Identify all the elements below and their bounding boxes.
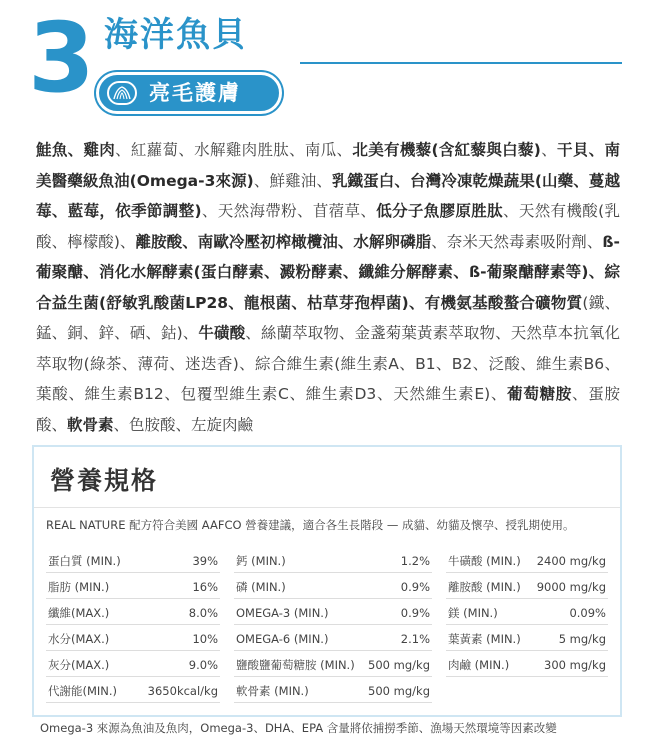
nutrient-value: 16%	[192, 580, 218, 594]
row-rule	[46, 598, 220, 599]
aafco-note: REAL NATURE 配方符合美國 AAFCO 營養建議，適合各生長階段 — 成貓、幼貓及懷孕、授乳期使用。	[46, 518, 575, 532]
omega-footnote: Omega-3 來源為魚油及魚肉，Omega-3、DHA、EPA 含量將依捕撈季節、漁場天然環境等因素改變	[40, 721, 557, 735]
row-rule	[446, 624, 608, 625]
nutrient-cell	[446, 575, 608, 599]
nutrition-panel	[32, 445, 622, 717]
nutrient-cell	[234, 653, 432, 677]
ingredient-text: 、紅蘿蔔、水解雞肉胜肽、南瓜、	[115, 141, 353, 159]
nutrient-cell	[46, 549, 220, 573]
nutrient-label: 水分(MAX.)	[48, 632, 110, 646]
nutrient-cell	[446, 653, 608, 677]
nutrient-value: 8.0%	[188, 606, 218, 620]
nutrient-value: 1.2%	[400, 554, 430, 568]
row-rule	[46, 572, 220, 573]
ingredient-highlight: 鮭魚、雞肉	[36, 141, 116, 159]
nutrition-divider	[34, 507, 620, 508]
ingredient-text: 、天然有機酸(乳酸、檸檬酸)、	[36, 202, 620, 251]
ingredient-text: 、奈米天然毒素吸附劑、	[431, 232, 603, 251]
ingredient-highlight: 北美有機藜(含紅藜與白藜)	[352, 141, 541, 159]
nutrition-table	[46, 549, 608, 705]
ingredient-text: 、蛋胺酸、	[36, 385, 620, 434]
nutrition-row	[46, 575, 608, 601]
nutrient-label: 鹽酸鹽葡萄糖胺 (MIN.)	[236, 658, 355, 672]
ingredient-highlight: 低分子魚膠原胜肽	[376, 202, 503, 220]
ingredient-highlight: 軟骨素	[67, 415, 114, 434]
row-rule	[46, 650, 220, 651]
nutrient-value: 0.9%	[400, 606, 430, 620]
nutrient-label: 牛磺酸 (MIN.)	[448, 554, 521, 568]
row-rule	[46, 702, 220, 703]
ingredient-highlight: 離胺酸、南歐冷壓初榨橄欖油、水解卵磷脂	[135, 232, 432, 251]
nutrition-row	[46, 549, 608, 575]
section-number: 3	[28, 2, 95, 114]
nutrient-label: 鈣 (MIN.)	[236, 554, 286, 568]
ingredients-list	[36, 135, 620, 440]
ingredient-text: 、絲蘭萃取物、金盞菊葉黃素萃取物、天然草本抗氧化萃取物(綠茶、薄荷、迷迭香)、綜合維生素(維生素A、B1、B2、泛酸、維生素B6、葉酸、維生素B12、包覆型維生素C、維生素D3、天然維生素E)、	[36, 324, 620, 403]
nutrient-value: 10%	[192, 632, 218, 646]
ingredient-text: 、	[540, 141, 558, 159]
section-header	[0, 0, 648, 120]
ingredient-text: 、色胺酸、左旋肉鹼	[113, 415, 254, 434]
nutrient-label: 灰分(MAX.)	[48, 658, 110, 672]
nutrient-value: 300 mg/kg	[544, 658, 606, 672]
nutrition-row	[46, 653, 608, 679]
benefit-badge	[96, 72, 282, 114]
row-rule	[234, 650, 432, 651]
ingredient-text: 、鮮雞油、	[253, 171, 332, 190]
nutrient-label: 磷 (MIN.)	[236, 580, 286, 594]
nutrient-label: 纖維(MAX.)	[48, 606, 110, 620]
nutrient-value: 500 mg/kg	[368, 684, 430, 698]
ingredient-highlight: 葡萄糖胺	[507, 385, 573, 403]
section-title: 海洋魚貝	[104, 15, 248, 55]
nutrient-cell	[46, 575, 220, 599]
nutrition-title: 營養規格	[50, 466, 159, 495]
ingredient-text: (鐵、錳、銅、鋅、硒、鈷)、	[36, 293, 620, 342]
row-rule	[446, 572, 608, 573]
nutrient-value: 39%	[192, 554, 218, 568]
nutrient-cell	[446, 549, 608, 573]
nutrient-value: 500 mg/kg	[368, 658, 430, 672]
row-rule	[446, 598, 608, 599]
ingredient-text: 、天然海帶粉、苜蓿草、	[201, 202, 377, 220]
nutrient-cell	[46, 679, 220, 703]
row-rule	[234, 624, 432, 625]
row-rule	[234, 572, 432, 573]
nutrient-cell	[234, 549, 432, 573]
nutrient-cell	[446, 601, 608, 625]
nutrition-row	[46, 601, 608, 627]
hair-icon	[107, 81, 137, 105]
nutrient-label: 蛋白質 (MIN.)	[48, 554, 121, 568]
ingredient-highlight: ß-葡聚醣、消化水解酵素(蛋白酵素、澱粉酵素、纖維分解酵素、ß-葡聚醣酵素等)、綜合益生菌(舒敏乳酸菌LP28、龍根菌、枯草芽孢桿菌)、有機氨基酸螯合礦物質	[36, 232, 620, 312]
nutrient-label: 葉黃素 (MIN.)	[448, 632, 521, 646]
nutrient-value: 2.1%	[400, 632, 430, 646]
nutrient-value: 0.09%	[569, 606, 606, 620]
nutrient-label: 代謝能(MIN.)	[48, 684, 118, 698]
nutrient-label: OMEGA-3 (MIN.)	[236, 606, 329, 620]
nutrient-label: 鎂 (MIN.)	[448, 606, 498, 620]
nutrient-value: 5 mg/kg	[558, 632, 606, 646]
row-rule	[446, 650, 608, 651]
nutrition-row	[46, 627, 608, 653]
ingredient-highlight: 牛磺酸	[198, 324, 246, 342]
nutrient-cell	[234, 575, 432, 599]
nutrient-cell	[446, 627, 608, 651]
nutrient-value: 9.0%	[188, 658, 218, 672]
nutrient-label: OMEGA-6 (MIN.)	[236, 632, 329, 646]
nutrient-cell	[234, 679, 432, 703]
row-rule	[234, 598, 432, 599]
nutrient-value: 3650kcal/kg	[147, 684, 218, 698]
nutrient-cell	[46, 653, 220, 677]
benefit-badge-label: 亮毛護膚	[149, 81, 241, 105]
nutrition-row	[46, 679, 608, 705]
row-rule	[234, 676, 432, 677]
row-rule	[234, 702, 432, 703]
ingredient-highlight: 乳鐵蛋白、台灣冷凍乾燥蔬果(山藥、蔓越莓、藍莓，依季節調整)	[36, 171, 620, 220]
nutrient-label: 軟骨素 (MIN.)	[236, 684, 309, 698]
nutrient-cell	[46, 601, 220, 625]
nutrient-value: 0.9%	[400, 580, 430, 594]
title-underline	[300, 62, 622, 64]
nutrient-value: 9000 mg/kg	[536, 580, 606, 594]
nutrient-value: 2400 mg/kg	[536, 554, 606, 568]
nutrient-label: 離胺酸 (MIN.)	[448, 580, 521, 594]
row-rule	[46, 624, 220, 625]
nutrient-label: 肉鹼 (MIN.)	[448, 658, 510, 672]
nutrient-cell	[46, 627, 220, 651]
ingredient-highlight: 干貝、南美醫藥級魚油(Omega-3來源)	[36, 141, 620, 190]
row-rule	[46, 676, 220, 677]
row-rule	[446, 676, 608, 677]
nutrient-cell	[234, 601, 432, 625]
nutrient-cell	[234, 627, 432, 651]
nutrient-label: 脂肪 (MIN.)	[48, 580, 110, 594]
